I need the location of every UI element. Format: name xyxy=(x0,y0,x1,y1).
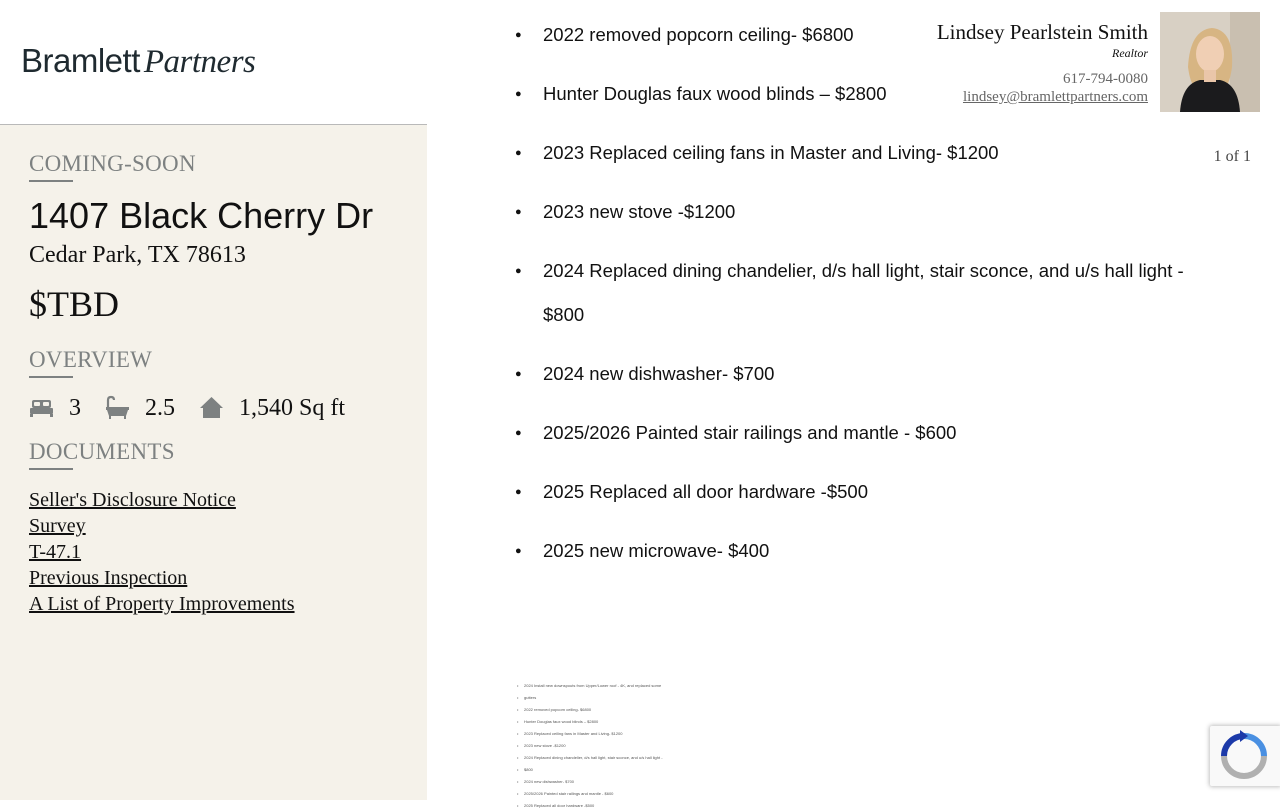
list-item: ● 2025 Replaced all door hardware -$500 xyxy=(543,470,1223,514)
listing-sidebar xyxy=(0,124,427,800)
page-indicator: 1 of 1 xyxy=(1213,148,1251,165)
brand-logo[interactable] xyxy=(21,42,255,81)
documents-list xyxy=(29,487,295,617)
thumbnail-line: • 2025/2026 Painted stair railings and mantle - $600 xyxy=(513,788,663,800)
agent-title: Realtor xyxy=(1112,46,1148,60)
thumbnail-line: • 2024 Install new downspouts from Upper/Lower roof - 4K, and replaced some xyxy=(513,680,663,692)
house-icon xyxy=(199,396,224,420)
recaptcha-icon xyxy=(1210,726,1280,786)
agent-name: Lindsey Pearlstein Smith xyxy=(936,20,1148,44)
logo-partners-text: Partners xyxy=(143,44,256,80)
bed-icon xyxy=(29,396,54,420)
list-item: ● 2024 new dishwasher- $700 xyxy=(543,352,1223,396)
thumbnail-line: • 2025 Replaced all door hardware -$500 xyxy=(513,800,663,812)
page-thumbnail[interactable] xyxy=(513,683,663,808)
listing-price: $TBD xyxy=(29,284,119,324)
thumbnail-line: • 2023 new stove -$1200 xyxy=(513,740,663,752)
thumbnail-line: • 2022 removed popcorn ceiling- $6800 xyxy=(513,704,663,716)
doc-link-survey[interactable]: Survey xyxy=(29,515,86,537)
sqft-value: 1,540 Sq ft xyxy=(239,394,346,421)
thumbnail-line: • 2023 Replaced ceiling fans in Master and Living- $1200 xyxy=(513,728,663,740)
beds-count: 3 xyxy=(69,394,81,421)
documents-label: DOCUMENTS xyxy=(29,439,175,464)
agent-phone[interactable]: 617-794-0080 xyxy=(1063,71,1148,87)
bathtub-icon xyxy=(105,396,130,420)
status-label: COMING-SOON xyxy=(29,151,196,176)
overview-stats xyxy=(29,393,369,423)
improvements-document[interactable] xyxy=(543,0,1223,561)
list-item: ● 2022 removed popcorn ceiling- $6800 xyxy=(543,13,1223,57)
doc-link-property-improvements[interactable]: A List of Property Improvements xyxy=(29,593,295,615)
recaptcha-badge[interactable] xyxy=(1210,726,1280,786)
list-item: ● 2025/2026 Painted stair railings and mantle - $600 xyxy=(543,411,1223,455)
doc-link-t47[interactable]: T-47.1 xyxy=(29,541,82,563)
agent-email-link[interactable]: lindsey@bramlettpartners.com xyxy=(962,89,1148,105)
thumbnail-line: • 2024 new dishwasher- $700 xyxy=(513,776,663,788)
list-item: ● 2023 new stove -$1200 xyxy=(543,190,1223,234)
list-item-line: 2024 Replaced dining chandelier, d/s hall light, stair sconce, and u/s hall light - xyxy=(543,260,1184,281)
baths-count: 2.5 xyxy=(145,394,175,421)
doc-link-previous-inspection[interactable]: Previous Inspection xyxy=(29,567,188,589)
list-item xyxy=(543,249,1223,337)
doc-link-sellers-disclosure[interactable]: Seller's Disclosure Notice xyxy=(29,489,236,511)
list-item: ● 2023 Replaced ceiling fans in Master and Living- $1200 xyxy=(543,131,1223,175)
overview-label: OVERVIEW xyxy=(29,347,153,372)
thumbnail-line: • Hunter Douglas faux wood blinds – $2800 xyxy=(513,716,663,728)
listing-city: Cedar Park, TX 78613 xyxy=(29,242,246,268)
list-item-line: $800 xyxy=(543,304,585,325)
list-item: ● Hunter Douglas faux wood blinds – $2800 xyxy=(543,72,1223,116)
listing-address: 1407 Black Cherry Dr xyxy=(29,195,374,236)
thumbnail-line: • $800 xyxy=(513,764,663,776)
thumbnail-line: • gutters xyxy=(513,692,663,704)
logo-brand-text: Bramlett xyxy=(21,42,140,79)
thumbnail-line: • 2024 Replaced dining chandelier, d/s hall light, stair sconce, and u/s hall light - xyxy=(513,752,663,764)
list-item: ● 2025 new microwave- $400 xyxy=(543,529,1223,573)
